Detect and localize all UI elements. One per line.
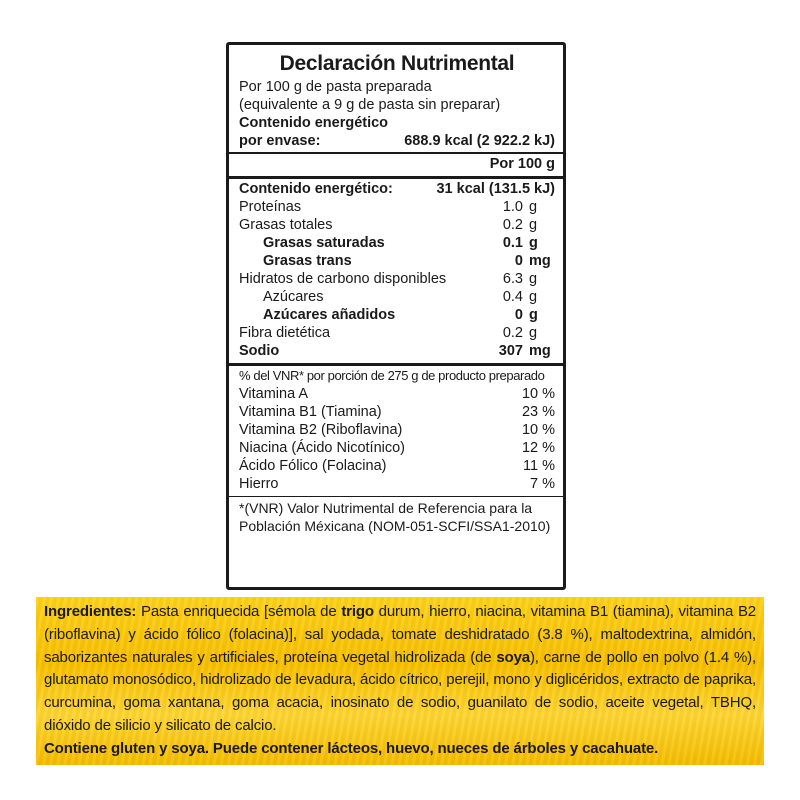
nutrient-label: Proteínas xyxy=(239,199,302,215)
ingredients-text-a: Pasta enriquecida [sémola de xyxy=(136,603,342,620)
vitamin-percent: 7 % xyxy=(530,476,555,492)
nutrient-row xyxy=(239,234,555,252)
nutrient-list xyxy=(239,198,555,360)
vnr-header: % del VNR* por porción de 275 g de producto preparado xyxy=(239,368,545,383)
vitamin-row xyxy=(239,439,555,457)
vitamin-percent: 10 % xyxy=(521,422,555,438)
vitamin-percent: 10 % xyxy=(521,386,555,402)
nutrient-unit: g xyxy=(529,289,538,305)
package-energy-value: 688.9 kcal (2 922.2 kJ) xyxy=(404,133,555,149)
nutrient-amount: 0.2 xyxy=(502,217,523,233)
nutrient-value xyxy=(503,288,555,306)
nutrient-unit: g xyxy=(529,199,538,215)
vitamin-row xyxy=(239,403,555,421)
nutrient-label: Azúcares xyxy=(263,289,324,305)
nutrient-unit: mg xyxy=(529,343,551,359)
vitamin-row xyxy=(239,457,555,475)
nutrient-amount: 0 xyxy=(514,307,523,323)
nutrient-amount: 0 xyxy=(514,253,523,269)
nutrient-value xyxy=(503,324,555,342)
nutrient-row xyxy=(239,216,555,234)
allergen-statement: Contiene gluten y soya. Puede contener lácteos, huevo, nueces de árboles y cacahuate. xyxy=(44,739,659,757)
nutrient-row xyxy=(239,342,555,360)
nutrient-value xyxy=(503,270,555,288)
nutrient-amount: 0.1 xyxy=(502,235,523,251)
ingredients-paragraph xyxy=(44,601,756,738)
nutrient-unit: g xyxy=(529,307,538,323)
nutrient-row xyxy=(239,288,555,306)
nutrient-unit: g xyxy=(529,271,538,287)
nutrient-value xyxy=(503,198,555,216)
ingredients-label: Ingredientes: xyxy=(44,603,137,620)
energy-per-100g-value: 31 kcal (131.5 kJ) xyxy=(436,181,555,197)
vitamin-label: Hierro xyxy=(239,476,279,492)
vitamin-label: Vitamina A xyxy=(239,386,309,402)
vitamin-percent: 23 % xyxy=(521,404,555,420)
package-energy-label: Contenido energético xyxy=(239,115,389,131)
basis-line-2: (equivalente a 9 g de pasta sin preparar) xyxy=(239,97,501,113)
vitamin-percent: 11 % xyxy=(523,458,555,474)
footnote-line-1: *(VNR) Valor Nutrimental de Referencia para la xyxy=(239,500,533,516)
nutrient-unit: g xyxy=(529,235,538,251)
vitamin-label: Niacina (Ácido Nicotínico) xyxy=(239,440,406,456)
nutrient-amount: 0.2 xyxy=(502,325,523,341)
nutrient-row xyxy=(239,252,555,270)
nutrient-value xyxy=(503,216,555,234)
nutrient-value xyxy=(515,252,555,270)
package-energy-row xyxy=(239,132,555,150)
nutrient-row xyxy=(239,306,555,324)
energy-per-100g-row xyxy=(239,179,555,198)
vitamin-row xyxy=(239,385,555,403)
nutrient-label: Grasas saturadas xyxy=(263,235,385,251)
nutrient-row xyxy=(239,198,555,216)
nutrient-label: Azúcares añadidos xyxy=(263,307,396,323)
allergen-soy: soya xyxy=(496,648,530,666)
vitamin-row xyxy=(239,421,555,439)
nutrient-label: Grasas trans xyxy=(263,253,352,269)
panel-title: Declaración Nutrimental xyxy=(279,52,515,75)
energy-per-100g-label: Contenido energético: xyxy=(239,181,393,197)
nutrient-amount: 307 xyxy=(498,343,523,359)
vitamin-percent: 12 % xyxy=(521,440,555,456)
nutrient-label: Hidratos de carbono disponibles xyxy=(239,271,447,287)
nutrient-unit: g xyxy=(529,325,538,341)
vitamin-list xyxy=(239,385,555,493)
ingredients-section xyxy=(36,597,764,765)
nutrient-label: Fibra dietética xyxy=(239,325,331,341)
vitamin-label: Vitamina B2 (Riboflavina) xyxy=(239,422,403,438)
nutrient-value xyxy=(499,342,555,360)
nutrient-row xyxy=(239,324,555,342)
nutrient-amount: 0.4 xyxy=(502,289,523,305)
nutrient-label: Grasas totales xyxy=(239,217,333,233)
footnote-line-2: Población Méxicana (NOM-051-SCFI/SSA1-2010) xyxy=(239,518,551,534)
nutrient-value xyxy=(503,234,555,252)
package-energy-label-2: por envase: xyxy=(239,133,321,149)
vitamin-row xyxy=(239,475,555,493)
nutrient-amount: 1.0 xyxy=(502,199,523,215)
vitamin-label: Vitamina B1 (Tiamina) xyxy=(239,404,382,420)
nutrient-value xyxy=(515,306,555,324)
nutrient-label: Sodio xyxy=(239,343,280,359)
nutrient-amount: 6.3 xyxy=(502,271,523,287)
nutrition-facts-panel xyxy=(226,42,566,590)
vitamin-label: Ácido Fólico (Folacina) xyxy=(239,458,387,474)
ingredients-text-c: ), carne de pollo en polvo (1.4 %), glutamato monosódico, hidrolizado de levadura, ácido cítrico, perejil, mono y diglicéridos, extracto de paprika, curcumina, goma xantana, goma acacia, inosinato de sodio, guanilato de sodio, aceite vegetal, TBHQ, dióxido de silicio y silicato de calcio. xyxy=(44,648,757,734)
nutrient-unit: g xyxy=(529,217,538,233)
allergen-wheat: trigo xyxy=(341,603,374,620)
ingredients-text-b: durum, hierro, niacina, vitamina B1 (tiamina), vitamina B2 (riboflavina) y ácido fólico (folacina)], sal yodada, tomate deshidratado (3.8 %), maltodextrina, almidón, saborizantes naturales y artificiales, proteína vegetal hidrolizada (de xyxy=(44,603,756,666)
per-100g-header: Por 100 g xyxy=(489,156,555,172)
allergen-statement-paragraph xyxy=(44,738,756,761)
basis-line-1: Por 100 g de pasta preparada xyxy=(239,79,432,95)
nutrient-unit: mg xyxy=(529,253,551,269)
nutrient-row xyxy=(239,270,555,288)
